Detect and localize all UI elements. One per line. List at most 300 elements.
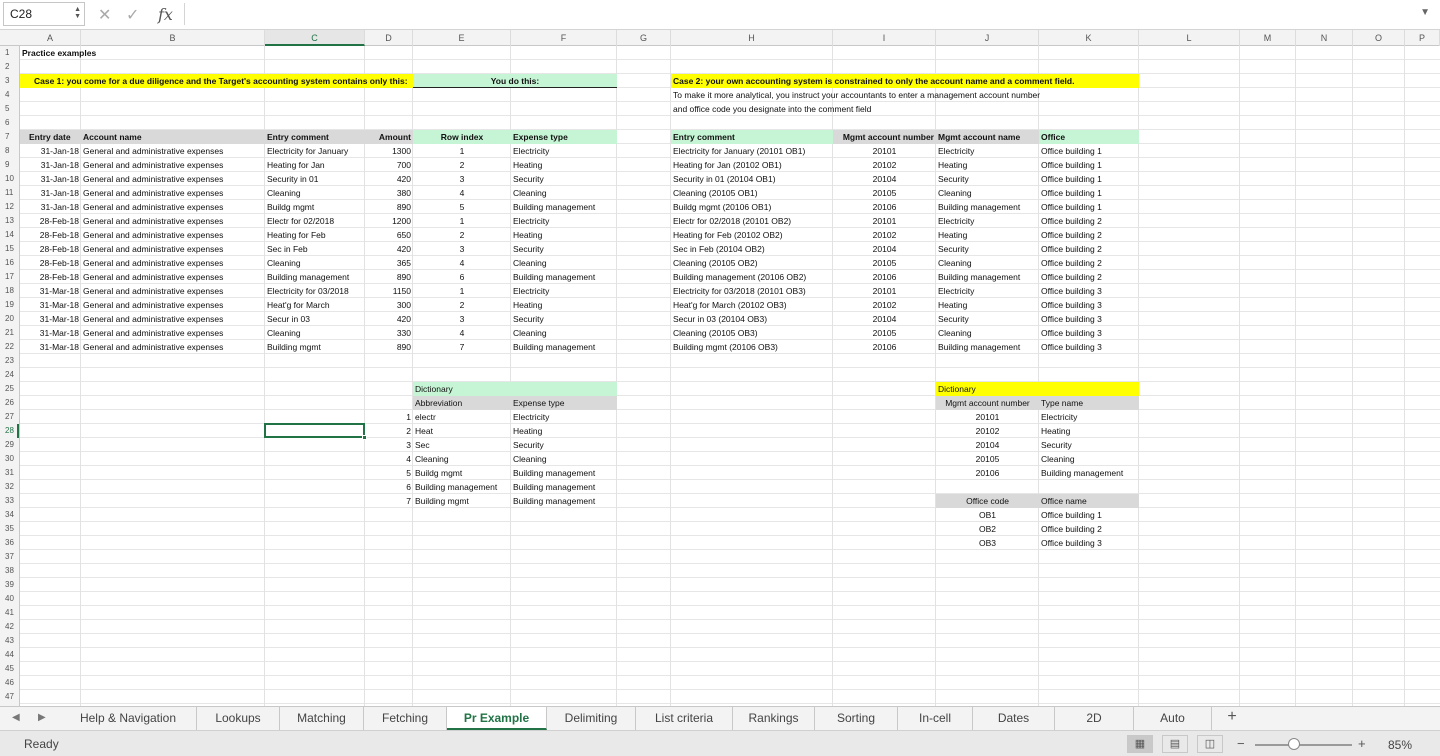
row-header[interactable]: 21 (5, 328, 14, 337)
data-cell: 28-Feb-18 (39, 216, 79, 226)
gridline (1404, 46, 1405, 706)
dict1-abbr-cell: Heat (415, 426, 433, 436)
row-header[interactable]: 18 (5, 286, 14, 295)
dict3-name-cell: Office building 2 (1041, 524, 1102, 534)
data-cell: General and administrative expenses (83, 174, 224, 184)
row-header[interactable]: 31 (5, 468, 14, 477)
data-cell: 300 (396, 300, 411, 310)
data-cell: Sec in Feb (20104 OB2) (673, 244, 765, 254)
data-cell: 1 (459, 146, 465, 156)
data-cell: Security (513, 314, 544, 324)
tab-matching[interactable]: Matching (280, 707, 364, 730)
data-cell: Building management (513, 272, 596, 282)
row-header[interactable]: 19 (5, 300, 14, 309)
gridline (20, 675, 1440, 676)
data-cell: Office building 2 (1041, 216, 1102, 226)
data-cell: General and administrative expenses (83, 160, 224, 170)
row-header[interactable]: 13 (5, 216, 14, 225)
data-cell: 4 (459, 258, 465, 268)
data-cell: 420 (396, 314, 411, 324)
column-header-c[interactable]: C (265, 30, 365, 46)
dict1-index-cell: 7 (406, 496, 411, 506)
row-header[interactable]: 11 (5, 188, 14, 197)
data-cell: Security (938, 314, 969, 324)
zoom-level: 85% (1388, 738, 1413, 752)
row-header[interactable]: 22 (5, 342, 14, 351)
data-cell: Sec in Feb (267, 244, 308, 254)
data-cell: General and administrative expenses (83, 188, 224, 198)
dict1-abbr-cell: electr (415, 412, 436, 422)
data-cell: 20102 (872, 230, 897, 240)
row-header[interactable]: 33 (5, 496, 14, 505)
data-cell: 20105 (872, 188, 897, 198)
data-cell: Security (938, 244, 969, 254)
dict1-type-cell: Building management (513, 482, 596, 492)
dict3-header-cell: Office name (1041, 496, 1087, 506)
data-cell: 31-Mar-18 (39, 342, 79, 352)
tab-delimiting[interactable]: Delimiting (547, 707, 636, 730)
row-header[interactable]: 17 (5, 272, 14, 281)
gridline (20, 619, 1440, 620)
data-cell: Heating (938, 300, 968, 310)
data-cell: Cleaning (267, 258, 301, 268)
dict3-header-cell: Office code (966, 496, 1009, 506)
data-cell: Cleaning (938, 258, 972, 268)
data-cell: Electricity for January (20101 OB1) (673, 146, 806, 156)
tab-help-navigation[interactable]: Help & Navigation (60, 707, 197, 730)
row-header[interactable]: 27 (5, 412, 14, 421)
dict1-header-cell: Abbreviation (415, 398, 463, 408)
row-header[interactable]: 46 (5, 678, 14, 687)
data-cell: 20104 (872, 174, 897, 184)
gridline (20, 577, 1440, 578)
data-cell: Office building 1 (1041, 188, 1102, 198)
data-cell: Office building 1 (1041, 174, 1102, 184)
title-cell: Practice examples (22, 48, 97, 58)
data-cell: 31-Mar-18 (39, 300, 79, 310)
data-cell: 28-Feb-18 (39, 258, 79, 268)
data-cell: 4 (459, 328, 465, 338)
zoom-slider-handle[interactable] (1288, 738, 1300, 750)
data-cell: Cleaning (513, 188, 547, 198)
page-break-icon[interactable]: ◫ (1197, 735, 1223, 753)
dict1-index-cell: 4 (406, 454, 411, 464)
column-header-o[interactable]: O (1353, 30, 1405, 46)
dict3-name-cell: Office building 1 (1041, 510, 1102, 520)
tab-rankings[interactable]: Rankings (733, 707, 815, 730)
gridline (1295, 46, 1296, 706)
tab-sorting[interactable]: Sorting (815, 707, 898, 730)
gridline (1239, 46, 1240, 706)
header-cell: Office (1041, 132, 1066, 142)
data-cell: Office building 1 (1041, 202, 1102, 212)
data-cell: 20101 (872, 216, 897, 226)
data-cell: Cleaning (267, 188, 301, 198)
data-cell: Electricity (938, 286, 975, 296)
dict1-abbr-cell: Cleaning (415, 454, 449, 464)
data-cell: Secur in 03 (20104 OB3) (673, 314, 768, 324)
data-cell: 650 (396, 230, 411, 240)
data-cell: General and administrative expenses (83, 216, 224, 226)
data-cell: Office building 1 (1041, 160, 1102, 170)
dict2-name-cell: Cleaning (1041, 454, 1075, 464)
data-cell: Cleaning (938, 188, 972, 198)
data-cell: 2 (459, 300, 465, 310)
case1-header-cell: Case 1: you come for a due diligence and the Target's accounting system contains only this: (34, 76, 408, 86)
row-header[interactable]: 5 (5, 104, 10, 113)
data-cell: General and administrative expenses (83, 258, 224, 268)
data-cell: 20104 (872, 244, 897, 254)
row-header[interactable]: 4 (5, 90, 10, 99)
data-cell: 3 (459, 244, 465, 254)
data-cell: Heat'g for March (267, 300, 330, 310)
column-header-k[interactable]: K (1039, 30, 1139, 46)
data-cell: Electricity (513, 216, 550, 226)
formula-input[interactable] (184, 3, 1414, 25)
gridline (20, 605, 1440, 606)
column-header-n[interactable]: N (1296, 30, 1353, 46)
data-cell: 5 (459, 202, 465, 212)
name-box-value: C28 (10, 7, 33, 21)
data-cell: 20102 (872, 160, 897, 170)
name-box-stepper-icon[interactable]: ▲ ▼ (74, 6, 81, 20)
data-cell: Cleaning (267, 328, 301, 338)
gridline (20, 703, 1440, 704)
row-header[interactable]: 16 (5, 258, 14, 267)
data-cell: Office building 3 (1041, 314, 1102, 324)
column-header-f[interactable]: F (511, 30, 617, 46)
row-header[interactable]: 9 (5, 160, 10, 169)
dict2-name-cell: Electricity (1041, 412, 1078, 422)
row-header-bar (0, 46, 20, 706)
data-cell: 20105 (872, 328, 897, 338)
data-cell: 890 (396, 202, 411, 212)
data-cell: 31-Jan-18 (40, 160, 79, 170)
gridline (20, 563, 1440, 564)
tab-in-cell[interactable]: In-cell (898, 707, 973, 730)
data-cell: Security in 01 (267, 174, 319, 184)
dict1-index-cell: 5 (406, 468, 411, 478)
row-header[interactable]: 26 (5, 398, 14, 407)
data-cell: 20106 (872, 202, 897, 212)
zoom-in-icon[interactable]: + (1358, 736, 1366, 751)
dict1-type-cell: Electricity (513, 412, 550, 422)
data-cell: Buildg mgmt (267, 202, 315, 212)
dict1-type-cell: Cleaning (513, 454, 547, 464)
data-cell: Heating (513, 230, 543, 240)
row-header[interactable]: 15 (5, 244, 14, 253)
data-cell: 420 (396, 174, 411, 184)
data-cell: Heating (938, 230, 968, 240)
tab-lookups[interactable]: Lookups (197, 707, 280, 730)
case2-note-cell: and office code you designate into the comment field (673, 104, 872, 114)
data-cell: Cleaning (513, 328, 547, 338)
header-cell: Row index (440, 132, 484, 142)
data-cell: Office building 1 (1041, 146, 1102, 156)
data-cell: 20102 (872, 300, 897, 310)
data-cell: Building mgmt (20106 OB3) (673, 342, 778, 352)
gridline (20, 661, 1440, 662)
data-cell: Office building 2 (1041, 230, 1102, 240)
data-cell: General and administrative expenses (83, 286, 224, 296)
dict2-name-cell: Building management (1041, 468, 1124, 478)
data-cell: 31-Jan-18 (40, 188, 79, 198)
data-cell: 28-Feb-18 (39, 272, 79, 282)
row-header[interactable]: 40 (5, 594, 14, 603)
normal-view-icon[interactable]: ▦ (1127, 735, 1153, 753)
page-layout-icon[interactable]: ▤ (1162, 735, 1188, 753)
data-cell: General and administrative expenses (83, 328, 224, 338)
row-header[interactable]: 14 (5, 230, 14, 239)
gridline (20, 381, 1440, 382)
row-header[interactable]: 34 (5, 510, 14, 519)
column-header-l[interactable]: L (1139, 30, 1240, 46)
data-cell: 1 (459, 216, 465, 226)
row-header[interactable]: 30 (5, 454, 14, 463)
row-header[interactable]: 28 (0, 424, 19, 438)
data-cell: Heating (513, 160, 543, 170)
dict2-name-cell: Security (1041, 440, 1072, 450)
data-cell: General and administrative expenses (83, 244, 224, 254)
data-cell: 20106 (872, 272, 897, 282)
data-cell: 31-Jan-18 (40, 146, 79, 156)
row-header[interactable]: 41 (5, 608, 14, 617)
data-cell: 20106 (872, 342, 897, 352)
column-header-m[interactable]: M (1240, 30, 1296, 46)
dict1-index-cell: 1 (406, 412, 411, 422)
column-header-g[interactable]: G (617, 30, 671, 46)
data-cell: Heating (513, 300, 543, 310)
data-cell: Office building 3 (1041, 328, 1102, 338)
data-cell: 890 (396, 342, 411, 352)
row-header[interactable]: 43 (5, 636, 14, 645)
data-cell: 700 (396, 160, 411, 170)
column-header-a[interactable]: A (20, 30, 81, 46)
dict2-name-cell: Heating (1041, 426, 1071, 436)
dict2-number-cell: 20101 (975, 412, 1000, 422)
you-do-this-cell: You do this: (413, 74, 617, 88)
row-header[interactable]: 37 (5, 552, 14, 561)
tab-dates[interactable]: Dates (973, 707, 1055, 730)
add-sheet-icon[interactable]: + (1227, 708, 1237, 725)
data-cell: Electricity for 03/2018 (20101 OB3) (673, 286, 806, 296)
data-cell: Heating for Jan (267, 160, 325, 170)
tab-2d[interactable]: 2D (1055, 707, 1134, 730)
row-header[interactable]: 7 (5, 132, 10, 141)
dict2-number-cell: 20105 (975, 454, 1000, 464)
data-cell: Security (513, 174, 544, 184)
confirm-icon[interactable]: ✓ (126, 7, 140, 24)
data-cell: Electricity (513, 286, 550, 296)
row-header[interactable]: 45 (5, 664, 14, 673)
data-cell: 6 (459, 272, 465, 282)
formula-bar (0, 0, 1440, 30)
gridline (20, 647, 1440, 648)
data-cell: Heat'g for March (20102 OB3) (673, 300, 787, 310)
data-cell: Electricity (513, 146, 550, 156)
header-cell: Entry comment (267, 132, 329, 142)
dict3-code-cell: OB3 (978, 538, 996, 548)
cell-grid[interactable] (20, 46, 1440, 706)
dict2-number-cell: 20102 (975, 426, 1000, 436)
chevron-down-icon[interactable]: ▼ (1420, 7, 1430, 18)
data-cell: 1200 (392, 216, 411, 226)
column-header-d[interactable]: D (365, 30, 413, 46)
row-header[interactable]: 32 (5, 482, 14, 491)
dict2-number-cell: 20106 (975, 468, 1000, 478)
data-cell: Office building 3 (1041, 342, 1102, 352)
zoom-slider[interactable] (1255, 744, 1352, 746)
data-cell: General and administrative expenses (83, 272, 224, 282)
row-header[interactable]: 47 (5, 692, 14, 701)
data-cell: 1 (459, 286, 465, 296)
dict2-number-cell: 20104 (975, 440, 1000, 450)
dict2-title-cell: Dictionary (938, 384, 976, 394)
status-text: Ready (24, 737, 59, 751)
data-cell: Electr for 02/2018 (267, 216, 335, 226)
data-cell: Office building 3 (1041, 300, 1102, 310)
row-header[interactable]: 36 (5, 538, 14, 547)
tab-pr-example[interactable]: Pr Example (447, 707, 547, 730)
header-cell: Mgmt account number (842, 132, 934, 142)
dict1-abbr-cell: Sec (415, 440, 430, 450)
header-cell: Entry comment (673, 132, 735, 142)
dict1-type-cell: Building management (513, 468, 596, 478)
dict1-type-cell: Security (513, 440, 544, 450)
data-cell: Cleaning (20105 OB1) (673, 188, 758, 198)
column-header-j[interactable]: J (936, 30, 1039, 46)
data-cell: Heating (938, 160, 968, 170)
dict1-index-cell: 2 (406, 426, 411, 436)
data-cell: 31-Mar-18 (39, 286, 79, 296)
selected-cell[interactable] (264, 423, 365, 438)
row-header[interactable]: 38 (5, 566, 14, 575)
data-cell: 20101 (872, 146, 897, 156)
data-cell: Building management (513, 202, 596, 212)
data-cell: Building mgmt (267, 342, 321, 352)
data-cell: Cleaning (20105 OB2) (673, 258, 758, 268)
data-cell: Building management (938, 272, 1021, 282)
row-header[interactable]: 12 (5, 202, 14, 211)
data-cell: Security (938, 174, 969, 184)
dict1-abbr-cell: Buildg mgmt (415, 468, 463, 478)
data-cell: 7 (459, 342, 465, 352)
row-header[interactable]: 29 (5, 440, 14, 449)
row-header[interactable]: 44 (5, 650, 14, 659)
row-header[interactable]: 39 (5, 580, 14, 589)
gridline (20, 395, 1440, 396)
next-sheet-icon[interactable]: ▶ (38, 712, 46, 723)
data-cell: 1150 (392, 286, 411, 296)
data-cell: 28-Feb-18 (39, 244, 79, 254)
zoom-out-icon[interactable]: − (1237, 736, 1245, 751)
row-header[interactable]: 8 (5, 146, 10, 155)
data-cell: General and administrative expenses (83, 342, 224, 352)
data-cell: Electricity (938, 146, 975, 156)
data-cell: 28-Feb-18 (39, 230, 79, 240)
gridline (20, 689, 1440, 690)
data-cell: Electr for 02/2018 (20101 OB2) (673, 216, 792, 226)
gridline (20, 423, 1440, 424)
case2-header-cell: Case 2: your own accounting system is constrained to only the account name and a comment field. (673, 76, 1075, 86)
row-header[interactable]: 23 (5, 356, 14, 365)
gridline (20, 367, 1440, 368)
row-header[interactable]: 6 (5, 118, 10, 127)
data-cell: General and administrative expenses (83, 230, 224, 240)
data-cell: Electricity for 03/2018 (267, 286, 349, 296)
row-header[interactable]: 42 (5, 622, 14, 631)
data-cell: Security in 01 (20104 OB1) (673, 174, 776, 184)
column-header-b[interactable]: B (81, 30, 265, 46)
data-cell: 380 (396, 188, 411, 198)
tab-fetching[interactable]: Fetching (364, 707, 447, 730)
dict1-abbr-cell: Building management (415, 482, 498, 492)
data-cell: Office building 2 (1041, 258, 1102, 268)
prev-sheet-icon[interactable]: ◀ (12, 712, 20, 723)
gridline (20, 521, 1440, 522)
data-cell: Heating for Feb (20102 OB2) (673, 230, 783, 240)
row-header[interactable]: 20 (5, 314, 14, 323)
row-header[interactable]: 25 (5, 384, 14, 393)
dict1-abbr-cell: Building mgmt (415, 496, 469, 506)
data-cell: Cleaning (938, 328, 972, 338)
row-header[interactable]: 35 (5, 524, 14, 533)
gridline (20, 493, 1440, 494)
data-cell: Building management (267, 272, 350, 282)
name-box[interactable] (3, 2, 85, 26)
data-cell: Office building 2 (1041, 272, 1102, 282)
row-header[interactable]: 3 (5, 76, 10, 85)
column-header-h[interactable]: H (671, 30, 833, 46)
column-header-p[interactable]: P (1405, 30, 1440, 46)
header-cell: Account name (83, 132, 142, 142)
data-cell: Office building 3 (1041, 286, 1102, 296)
tab-auto[interactable]: Auto (1134, 707, 1212, 730)
gridline (20, 507, 1440, 508)
header-cell: Amount (378, 132, 411, 142)
row-header[interactable]: 1 (5, 48, 10, 57)
row-header[interactable]: 24 (5, 370, 14, 379)
cancel-icon[interactable]: ✕ (98, 7, 112, 24)
fill-handle[interactable] (362, 435, 367, 440)
gridline (20, 549, 1440, 550)
data-cell: Office building 2 (1041, 244, 1102, 254)
data-cell: Building management (938, 202, 1021, 212)
data-cell: 4 (459, 188, 465, 198)
column-header-i[interactable]: I (833, 30, 936, 46)
data-cell: General and administrative expenses (83, 300, 224, 310)
gridline (20, 437, 1440, 438)
dict1-type-cell: Building management (513, 496, 596, 506)
gridline (20, 633, 1440, 634)
data-cell: 3 (459, 314, 465, 324)
data-cell: 31-Jan-18 (40, 174, 79, 184)
column-header-e[interactable]: E (413, 30, 511, 46)
row-header[interactable]: 10 (5, 174, 14, 183)
dict3-code-cell: OB1 (978, 510, 996, 520)
data-cell: Heating for Jan (20102 OB1) (673, 160, 782, 170)
function-icon[interactable]: fx (158, 5, 173, 24)
gridline (20, 535, 1440, 536)
data-cell: Building management (938, 342, 1021, 352)
row-header[interactable]: 2 (5, 62, 10, 71)
data-cell: 890 (396, 272, 411, 282)
data-cell: Building management (20106 OB2) (673, 272, 807, 282)
data-cell: Secur in 03 (267, 314, 310, 324)
header-cell: Mgmt account name (938, 132, 1021, 142)
dict1-title-cell: Dictionary (415, 384, 453, 394)
tab-list-criteria[interactable]: List criteria (636, 707, 733, 730)
